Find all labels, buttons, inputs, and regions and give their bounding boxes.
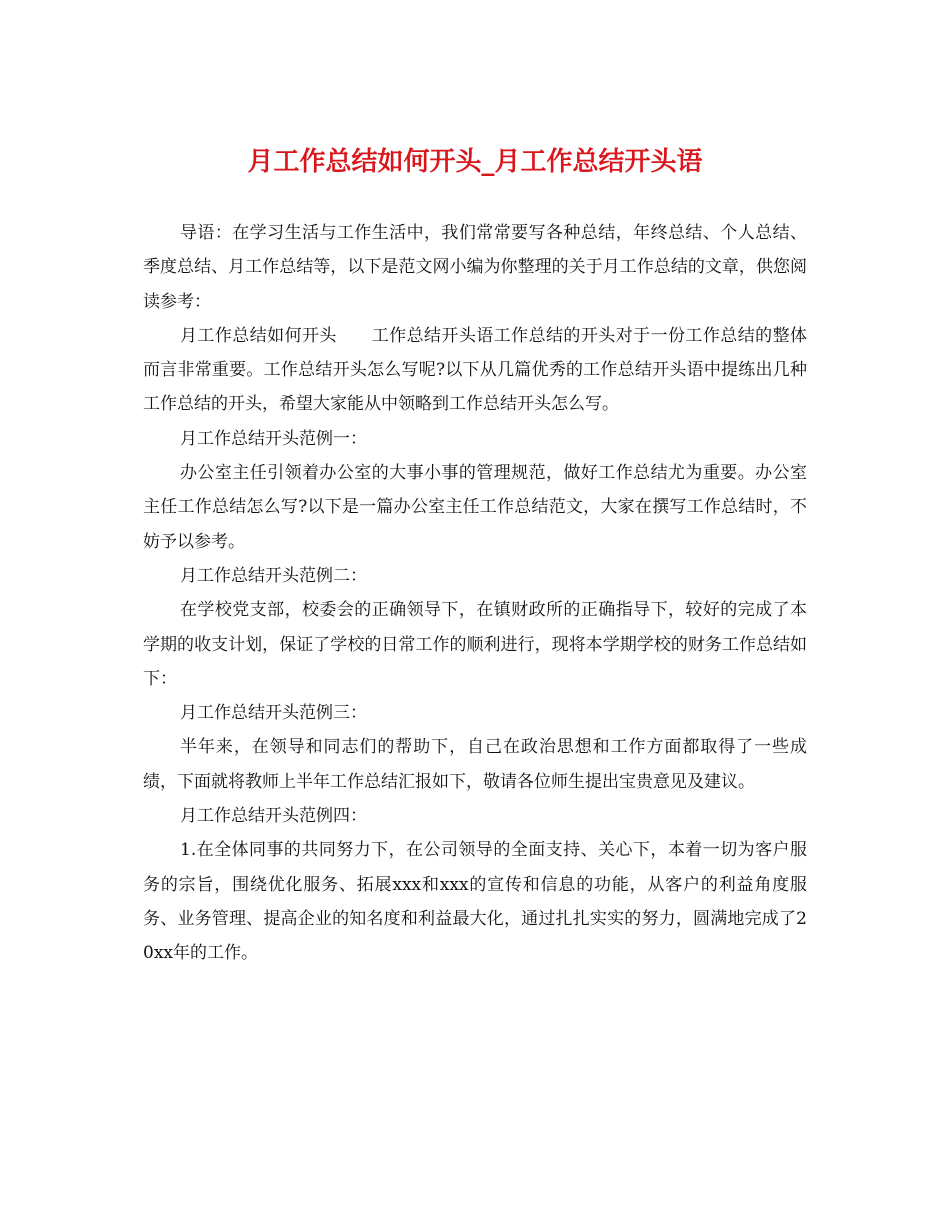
example-heading-2: 月工作总结开头范例二： [180,565,367,586]
document-body [143,216,807,971]
intro-paragraph: 导语：在学习生活与工作生活中，我们常常要写各种总结，年终总结、个人总结、季度总结、月工作总结等，以下是范文网小编为你整理的关于月工作总结的文章，供您阅读参考： [143,223,807,312]
example-paragraph-3: 半年来，在领导和同志们的帮助下，自己在政治思想和工作方面都取得了一些成绩，下面就将教师上半年工作总结汇报如下，敬请各位师生提出宝贵意见及建议。 [143,737,807,792]
example-heading-1: 月工作总结开头范例一： [180,428,367,449]
example-paragraph-4: 1.在全体同事的共同努力下，在公司领导的全面支持、关心下，本着一切为客户服务的宗旨，围绕优化服务、拓展xxx和xxx的宣传和信息的功能，从客户的利益角度服务、业务管理、提高企业的知名度和利益最大化，通过扎扎实实的努力，圆满地完成了20xx年的工作。 [143,840,807,964]
opening-paragraph: 月工作总结如何开头 工作总结开头语工作总结的开头对于一份工作总结的整体而言非常重要。工作总结开头怎么写呢?以下从几篇优秀的工作总结开头语中提练出几种工作总结的开头，希望大家能从中领略到工作总结开头怎么写。 [143,325,807,415]
example-heading-4: 月工作总结开头范例四： [180,806,367,827]
example-paragraph-1: 办公室主任引领着办公室的大事小事的管理规范，做好工作总结尤为重要。办公室主任工作总结怎么写?以下是一篇办公室主任工作总结范文，大家在撰写工作总结时，不妨予以参考。 [143,463,807,552]
document-title: 月工作总结如何开头_月工作总结开头语 [247,147,703,177]
example-paragraph-2: 在学校党支部，校委会的正确领导下，在镇财政所的正确指导下，较好的完成了本学期的收支计划，保证了学校的日常工作的顺利进行，现将本学期学校的财务工作总结如下： [143,600,807,689]
example-heading-3: 月工作总结开头范例三： [180,703,367,724]
